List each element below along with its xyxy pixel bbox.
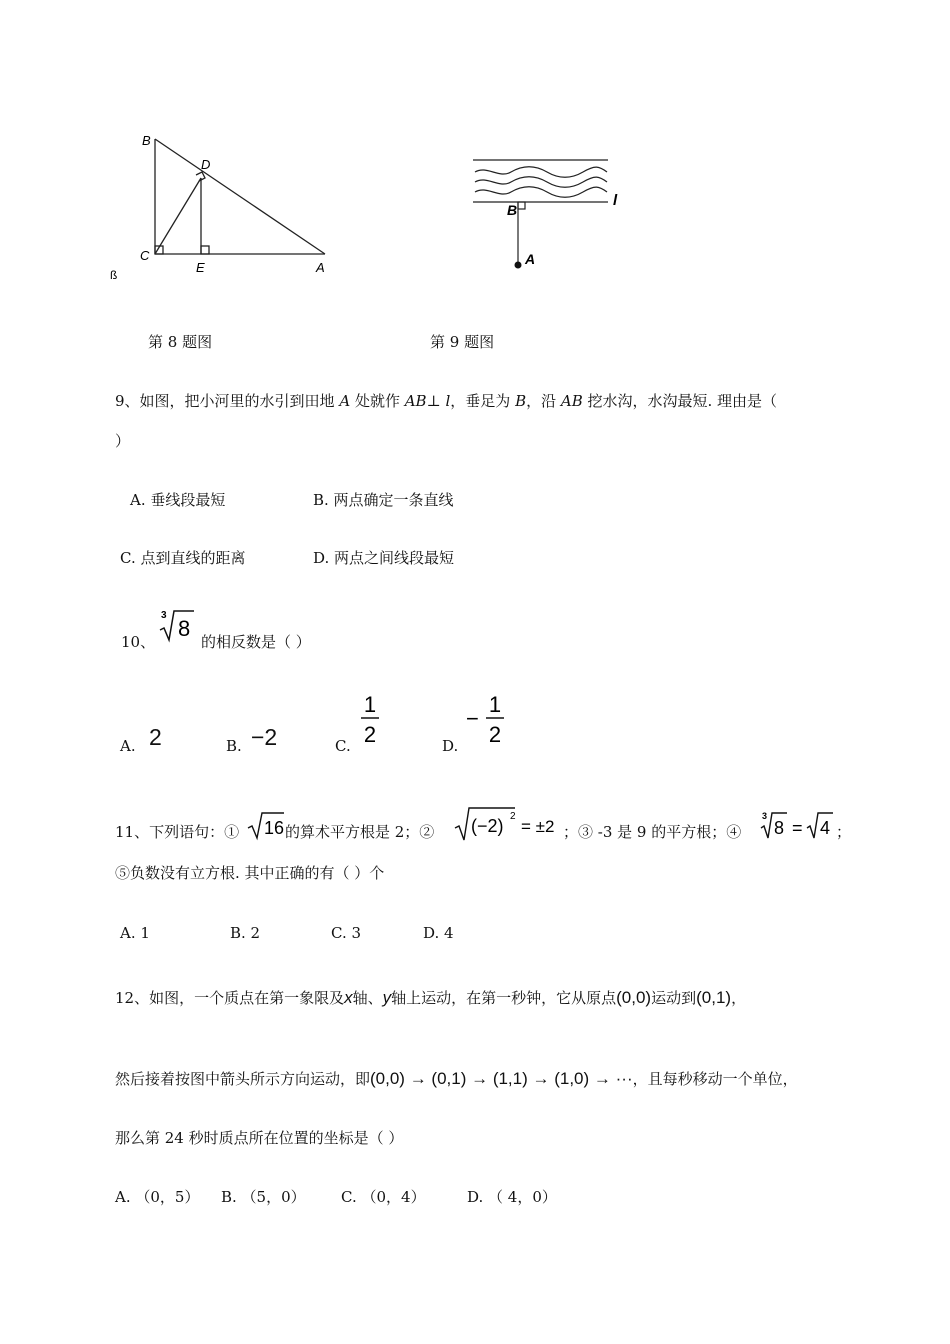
q9-text: ，垂足为 bbox=[450, 392, 516, 410]
q9-text: ，沿 bbox=[526, 392, 561, 410]
q10-cube-root-8 bbox=[158, 606, 198, 646]
radicand: 8 bbox=[774, 818, 785, 838]
q12-text: ， bbox=[731, 989, 747, 1007]
q9-line-2: ） bbox=[115, 432, 131, 450]
q12-text: ，且每秒移动一个单位， bbox=[632, 1070, 798, 1088]
q9-option-d: D. 两点之间线段最短 bbox=[313, 549, 455, 567]
q12-text: 轴、 bbox=[352, 989, 383, 1007]
q10-option-c-label: C. bbox=[335, 737, 351, 755]
segment-ba bbox=[155, 139, 325, 254]
q12-y-axis: y bbox=[382, 988, 392, 1007]
exponent: 2 bbox=[510, 811, 516, 822]
q9-line-1 bbox=[115, 391, 777, 411]
q9-option-c: C. 点到直线的距离 bbox=[120, 549, 246, 567]
q10-number: 10、 bbox=[121, 633, 156, 651]
q12-option-d: D. （ 4，0） bbox=[467, 1188, 557, 1206]
q10-option-d-label: D. bbox=[442, 737, 459, 755]
q11-line-2: ⑤负数没有立方根. 其中正确的有（ ）个 bbox=[115, 864, 385, 882]
q12-text: 运动到 bbox=[651, 989, 697, 1007]
q12-origin: (0,0) bbox=[616, 988, 652, 1007]
q9-perp-symbol: ⊥ bbox=[426, 392, 441, 410]
plus-minus-2: = ±2 bbox=[521, 817, 555, 836]
q12-x-axis: x bbox=[344, 988, 353, 1007]
q12-line-1 bbox=[115, 988, 746, 1008]
denominator: 2 bbox=[488, 722, 502, 747]
q12-target: (0,1) bbox=[696, 988, 732, 1007]
right-angle-e bbox=[201, 246, 209, 254]
label-b: B bbox=[507, 202, 518, 218]
q9-segment-ab: AB bbox=[560, 392, 583, 410]
q9-point-a: A bbox=[339, 392, 351, 410]
wave-3 bbox=[475, 187, 607, 198]
q10-option-d-fraction bbox=[464, 688, 508, 748]
q11-sqrt-neg2-squared bbox=[453, 804, 563, 844]
q11-option-b: B. 2 bbox=[230, 924, 261, 942]
label-b: B bbox=[142, 133, 151, 148]
label-l: l bbox=[613, 192, 618, 209]
minus-sign: − bbox=[466, 706, 479, 731]
q10-text: 的相反数是（ ） bbox=[201, 633, 311, 651]
equals: = bbox=[792, 818, 803, 838]
q11-option-c: C. 3 bbox=[331, 924, 362, 942]
label-e: E bbox=[196, 260, 205, 275]
figure-8-caption: 第 8 题图 bbox=[148, 333, 213, 351]
root-index: 3 bbox=[161, 610, 167, 621]
base: (−2) bbox=[471, 816, 504, 836]
numerator: 1 bbox=[363, 692, 377, 717]
q11-text-1: 的算术平方根是 2；② bbox=[285, 823, 435, 841]
q10-option-a-label: A. bbox=[120, 737, 136, 755]
figure-9 bbox=[465, 150, 635, 280]
q12-option-a: A. （0，5） bbox=[115, 1188, 200, 1206]
label-d: D bbox=[201, 157, 211, 172]
q11-semicolon: ； bbox=[836, 823, 852, 841]
q11-cbrt8-eq-sqrt4 bbox=[759, 808, 839, 842]
figure-8 bbox=[100, 125, 350, 285]
q9-text: 9、如图，把小河里的水引到田地 bbox=[115, 392, 340, 410]
radicand: 16 bbox=[264, 818, 285, 838]
label-a: A bbox=[525, 251, 536, 267]
q9-line-l: l bbox=[445, 392, 451, 410]
q10-option-b-value: −2 bbox=[251, 724, 278, 750]
q10-option-b-label: B. bbox=[226, 737, 242, 755]
q10-option-c-fraction bbox=[358, 688, 382, 748]
q11-option-a: A. 1 bbox=[120, 924, 150, 942]
q9-text: 挖水沟，水沟最短. 理由是（ bbox=[582, 392, 778, 410]
label-c: C bbox=[140, 248, 150, 263]
q9-segment-ab: AB bbox=[404, 392, 427, 410]
q9-option-b: B. 两点确定一条直线 bbox=[313, 491, 454, 509]
figure-9-caption: 第 9 题图 bbox=[430, 333, 495, 351]
radicand: 4 bbox=[820, 818, 831, 838]
q11-text-2: ；③ -3 是 9 的平方根；④ bbox=[563, 823, 742, 841]
stray-mark: ß bbox=[110, 268, 118, 282]
denominator: 2 bbox=[363, 722, 377, 747]
q12-text: 12、如图，一个质点在第一象限及 bbox=[115, 989, 345, 1007]
q12-option-c: C. （0，4） bbox=[341, 1188, 426, 1206]
point-a bbox=[515, 262, 522, 269]
q12-line-3: 那么第 24 秒时质点所在位置的坐标是（ ） bbox=[115, 1129, 404, 1147]
segment-cd bbox=[155, 178, 201, 254]
q9-option-a: A. 垂线段最短 bbox=[130, 491, 226, 509]
q10-option-a-value: 2 bbox=[149, 724, 162, 750]
wave-2 bbox=[475, 177, 607, 188]
q9-point-b: B bbox=[515, 392, 527, 410]
q12-line-2 bbox=[115, 1069, 798, 1089]
radicand: 8 bbox=[178, 616, 191, 641]
root-index: 3 bbox=[762, 811, 768, 821]
right-angle-b bbox=[518, 202, 525, 209]
q11-option-d: D. 4 bbox=[423, 924, 454, 942]
label-a: A bbox=[316, 260, 325, 275]
q11-sqrt-16 bbox=[246, 808, 286, 842]
wave-1 bbox=[475, 167, 607, 178]
q12-text: 轴上运动，在第一秒钟，它从原点 bbox=[391, 989, 617, 1007]
q12-text: 然后接着按图中箭头所示方向运动，即 bbox=[115, 1070, 371, 1088]
numerator: 1 bbox=[488, 692, 502, 717]
q9-text: 处就作 bbox=[350, 392, 405, 410]
q12-option-b: B. （5，0） bbox=[221, 1188, 306, 1206]
q11-prefix: 11、下列语句：① bbox=[115, 823, 240, 841]
q12-sequence: (0,0) → (0,1) → (1,1) → (1,0) → ··· bbox=[370, 1069, 633, 1088]
right-angle-d bbox=[196, 172, 205, 181]
